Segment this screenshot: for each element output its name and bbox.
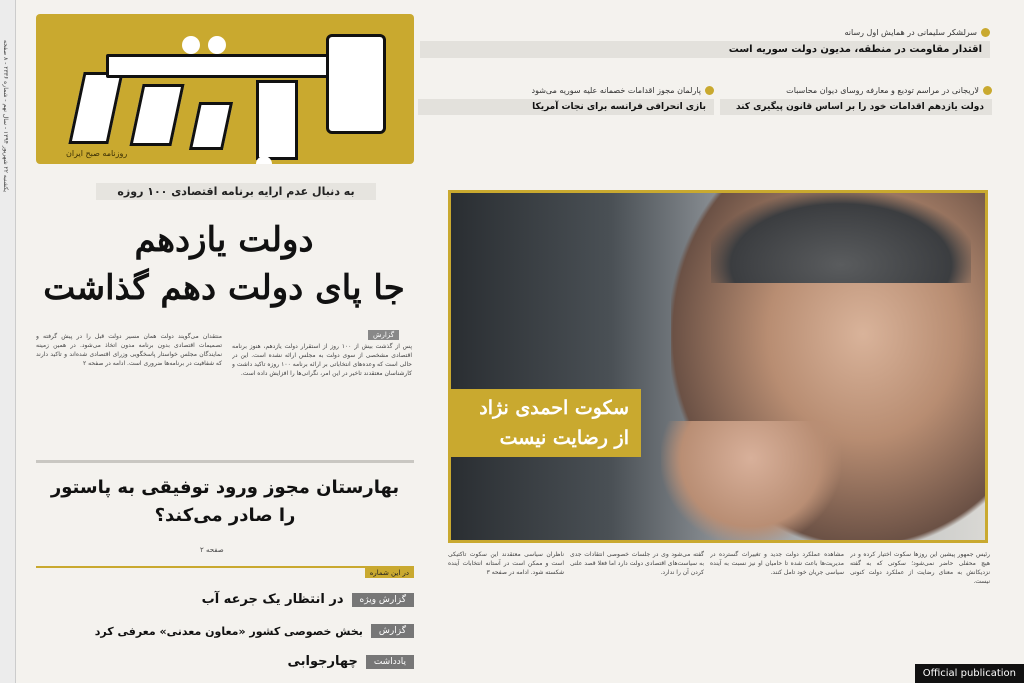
portrait-hair: [711, 193, 971, 283]
logo-dot-2: [208, 36, 226, 54]
top-headline-1[interactable]: اقتدار مقاومت در منطقه، مدیون دولت سوریه است: [420, 41, 990, 58]
logo-stroke-1: [68, 72, 123, 144]
top-kicker-2: لاریجانی در مراسم تودیع و معارفه روسای دیوان محاسبات: [720, 86, 992, 95]
inside-item-2[interactable]: [36, 624, 414, 638]
photo-body-col-4: ناظران سیاسی معتقدند این سکوت تاکتیکی است و ممکن است در آستانه انتخابات آینده شکسته شود. ادامه در صفحه ۳: [448, 551, 564, 576]
top-headline-3[interactable]: بازی انحرافی فرانسه برای نجات آمریکا: [418, 99, 714, 115]
inside-item-label: یادداشت: [366, 655, 414, 669]
inside-box-header: در این شماره: [365, 568, 414, 578]
inside-item-title: در انتظار یک جرعه آب: [201, 592, 344, 607]
lead-body-right: پس از گذشت بیش از ۱۰۰ روز از استقرار دولت یازدهم، هنوز برنامه اقتصادی مشخصی از سوی دولت به مجلس ارائه نشده است. این در حالی است که وعده‌های انتخاباتی بر ارائه برنامه ۱۰۰ روزه تاکید داشت و کارشناسان معتقدند تاخیر در این امر، نگرانی‌ها را افزایش داده است.: [232, 343, 412, 377]
inside-item-title: بخش خصوصی کشور «معاون معدنی» معرفی کرد: [94, 624, 363, 638]
portrait-hand: [661, 421, 841, 543]
logo-stroke-2: [129, 84, 184, 146]
masthead-tagline: روزنامه صبح ایران: [66, 149, 128, 158]
second-headline[interactable]: بهارستان مجوز ورود توفیقی به پاستور را صادر می‌کند؟: [50, 477, 400, 526]
photo-body-col-3: گفته می‌شود وی در جلسات خصوصی انتقادات جدی به سیاست‌های اقتصادی دولت دارد اما فعلا قصد علنی کردن آن را ندارد.: [570, 551, 704, 576]
second-more-link[interactable]: صفحه ۲: [200, 546, 224, 554]
bullet-icon: [705, 86, 714, 95]
lead-headline-1[interactable]: دولت یازدهم: [134, 220, 314, 260]
photo-caption-line-1: سکوت احمدی نژاد: [479, 397, 629, 419]
photo-caption-line-2: از رضایت نیست: [499, 427, 629, 449]
lead-tag: گزارش: [368, 330, 399, 340]
top-news-row-2-right: [720, 86, 992, 115]
top-news-row-2-left: [418, 86, 714, 115]
lead-subhead: به دنبال عدم ارایه برنامه اقتصادی ۱۰۰ روزه: [96, 183, 376, 200]
logo-stroke-3: [189, 102, 233, 150]
inside-item-1[interactable]: [36, 592, 414, 607]
inside-item-label: گزارش ویژه: [352, 593, 414, 607]
photo-body-col-1: رئیس جمهور پیشین این روزها سکوت اختیار کرده و در هیچ محفلی حاضر نمی‌شود؛ سکوتی که به گفته نزدیکانش به معنای رضایت از عملکرد دولت کنونی نیست.: [850, 551, 990, 585]
inside-box: [36, 566, 414, 678]
top-news-row-1: [420, 28, 990, 58]
side-spine: [0, 0, 16, 683]
top-kicker-1: سرلشکر سلیمانی در همایش اول رسانه: [420, 28, 990, 37]
lead-photo[interactable]: [448, 190, 988, 543]
photo-caption: [451, 389, 641, 457]
logo-dot-1: [182, 36, 200, 54]
lead-headline-2[interactable]: جا پای دولت دهم گذاشت: [43, 268, 405, 308]
bullet-icon: [981, 28, 990, 37]
top-headline-2[interactable]: دولت یازدهم اقدامات خود را بر اساس قانون پیگیری کند: [720, 99, 992, 115]
official-publication-badge: Official publication: [915, 664, 1024, 683]
inside-item-title: چهارجوابی: [287, 654, 358, 669]
top-kicker-3: پارلمان مجوز اقدامات خصمانه علیه سوریه می‌شود: [418, 86, 714, 95]
logo-stroke-4: [256, 80, 298, 160]
lead-body-left: منتقدان می‌گویند دولت همان مسیر دولت قبل را در پیش گرفته و تصمیمات اقتصادی بدون برنامه مدون اتخاذ می‌شود. در همین زمینه نمایندگان مجلس خواستار پاسخگویی وزرای اقتصادی شده‌اند و تاکید دارند که شفافیت در برنامه‌ها ضروری است. ادامه در صفحه ۲: [36, 333, 222, 367]
logo-stroke-5: [326, 34, 386, 134]
inside-item-label: گزارش: [371, 624, 414, 638]
photo-body-col-2: مشاهده عملکرد دولت جدید و تغییرات گسترده در مدیریت‌ها باعث شده تا حامیان او نیز نسبت به آینده سیاسی جریان خود تامل کنند.: [710, 551, 844, 576]
inside-item-3[interactable]: [36, 654, 414, 669]
spine-text: یکشنبه ۲۲ شهریور ۱۳۹۴ - سال نهم - شماره ۲۳۳۶ - ۸ صفحه: [2, 40, 9, 193]
masthead-logo: [36, 14, 414, 164]
bullet-icon: [983, 86, 992, 95]
section-divider: [36, 460, 414, 463]
